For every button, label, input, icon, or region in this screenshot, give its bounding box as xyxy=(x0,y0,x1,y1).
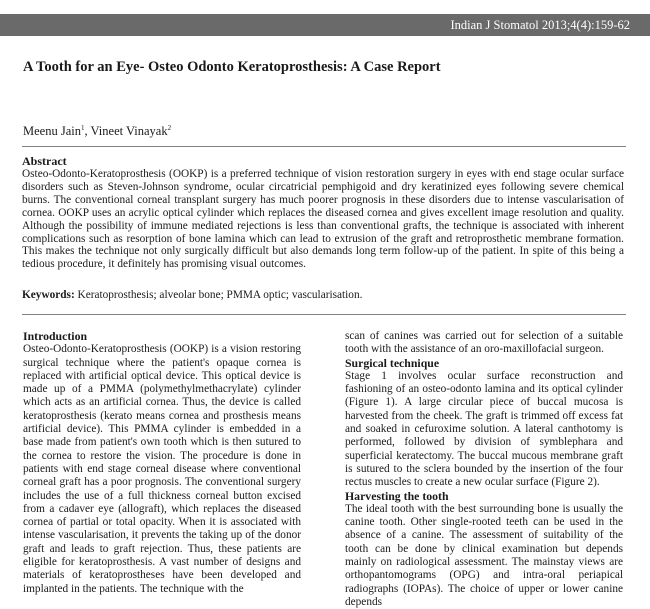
section-heading-surgical-technique: Surgical technique xyxy=(345,355,440,370)
journal-citation: Indian J Stomatol 2013;4(4):159-62 xyxy=(450,18,630,32)
abstract-text: Osteo-Odonto-Keratoprosthesis (OOKP) is a preferred technique of vision restoration surgery in eyes with end stage ocular surface disorders such as Steven-Johnson syndrome, ocular circatricial pemphigoid and dry keratinized eyes following severe chemical burns. The conventional corneal transplant surgery has much poorer prognosis in these disorders due to intense vascularisation of cornea. OOKP uses an acrylic optical cylinder which replaces the diseased cornea and gives excellent image resolution and quality. Although the possibility of immune mediated rejections is less than conventional grafts, the technique is associated with inherent complications such as resorption of bone lamina which can lead to extrusion of the graft and retroprosthetic membrane formation. This makes the technique not only surgically difficult but also demands long term follow-up of the patient. In spite of this being a tedious procedure, it definitely has promising visual outcomes. xyxy=(22,168,624,271)
divider xyxy=(22,146,626,147)
keywords-text: Keratoprosthesis; alveolar bone; PMMA optic; vascularisation. xyxy=(77,289,363,301)
author-list xyxy=(23,123,171,139)
section-heading-introduction: Introduction xyxy=(23,329,88,343)
author-name: Meenu Jain xyxy=(23,124,81,138)
author-name: Vineet Vinayak xyxy=(90,124,168,138)
article-title: A Tooth for an Eye- Osteo Odonto Keratoprosthesis: A Case Report xyxy=(23,59,441,75)
journal-header-bar xyxy=(0,14,650,36)
introduction-text: Osteo-Odonto-Keratoprosthesis (OOKP) is a vision restoring surgical technique where the patient's opaque cornea is replaced with artificial optical device. This optical device is made up of a PMMA (polymethylmethacrylate) cylinder which acts as an artificial cornea. Thus, the device is called keratoprosthesis (kerato means cornea and prosthesis means artificial device). This PMMA cylinder is embedded in a base made from patient's own tooth which is then sutured to the cornea to restore the vision. The procedure is done in patients with end stage corneal disease where conventional corneal graft has a poor prognosis. The conventional surgery includes the use of a full thickness corneal button excised from a cadaver eye (allograft), which replaces the diseased cornea of partial or total opacity. When it is associated with intense vascularisation, it prevents the taking up of the donor graft and leads to graft rejection. Thus, these patients are eligible for keratoprosthesis. A vast number of designs and materials of keratoprostheses have been developed and implanted in the patients. The technique with the xyxy=(23,343,301,595)
introduction-continued-text: scan of canines was carried out for selection of a suitable tooth with the assistance of an oro-maxillofacial surgeon. xyxy=(345,330,623,356)
right-column xyxy=(345,330,623,609)
author-separator: , xyxy=(84,124,91,138)
surgical-technique-text: Stage 1 involves ocular surface reconstruction and fashioning of an osteo-odonto lamina and its optical cylinder (Figure 1). A large circular piece of buccal mucosa is harvested from the cheek. The graft is trimmed off excess fat and soaked in cefuroxime solution. A lateral canthotomy is performed, followed by division of symblephara and superficial keratectomy. The buccal mucous membrane graft is sutured to the sclera bounded by the insertion of the four rectus muscles to create a new ocular surface (Figure 2). xyxy=(345,369,623,489)
author-affiliation-marker: 1 xyxy=(80,123,85,132)
section-heading-harvesting-tooth: Harvesting the tooth xyxy=(345,488,449,503)
keywords-label: Keywords: xyxy=(22,289,75,301)
left-column xyxy=(23,330,301,596)
abstract-heading: Abstract xyxy=(22,154,67,168)
author-affiliation-marker: 2 xyxy=(167,123,172,132)
divider xyxy=(22,314,626,315)
keywords-line xyxy=(22,289,626,302)
harvesting-tooth-text: The ideal tooth with the best surrounding bone is usually the canine tooth. Other single-rooted teeth can be used in the absence of a canine. The assessment of suitability of the tooth can be done by clinical examination but depends mainly on radiological assessment. The mainstay views are orthopantomograms (OPG) and intra-oral periapical radiographs (IOPAs). The choice of upper or lower canine depends xyxy=(345,502,623,608)
